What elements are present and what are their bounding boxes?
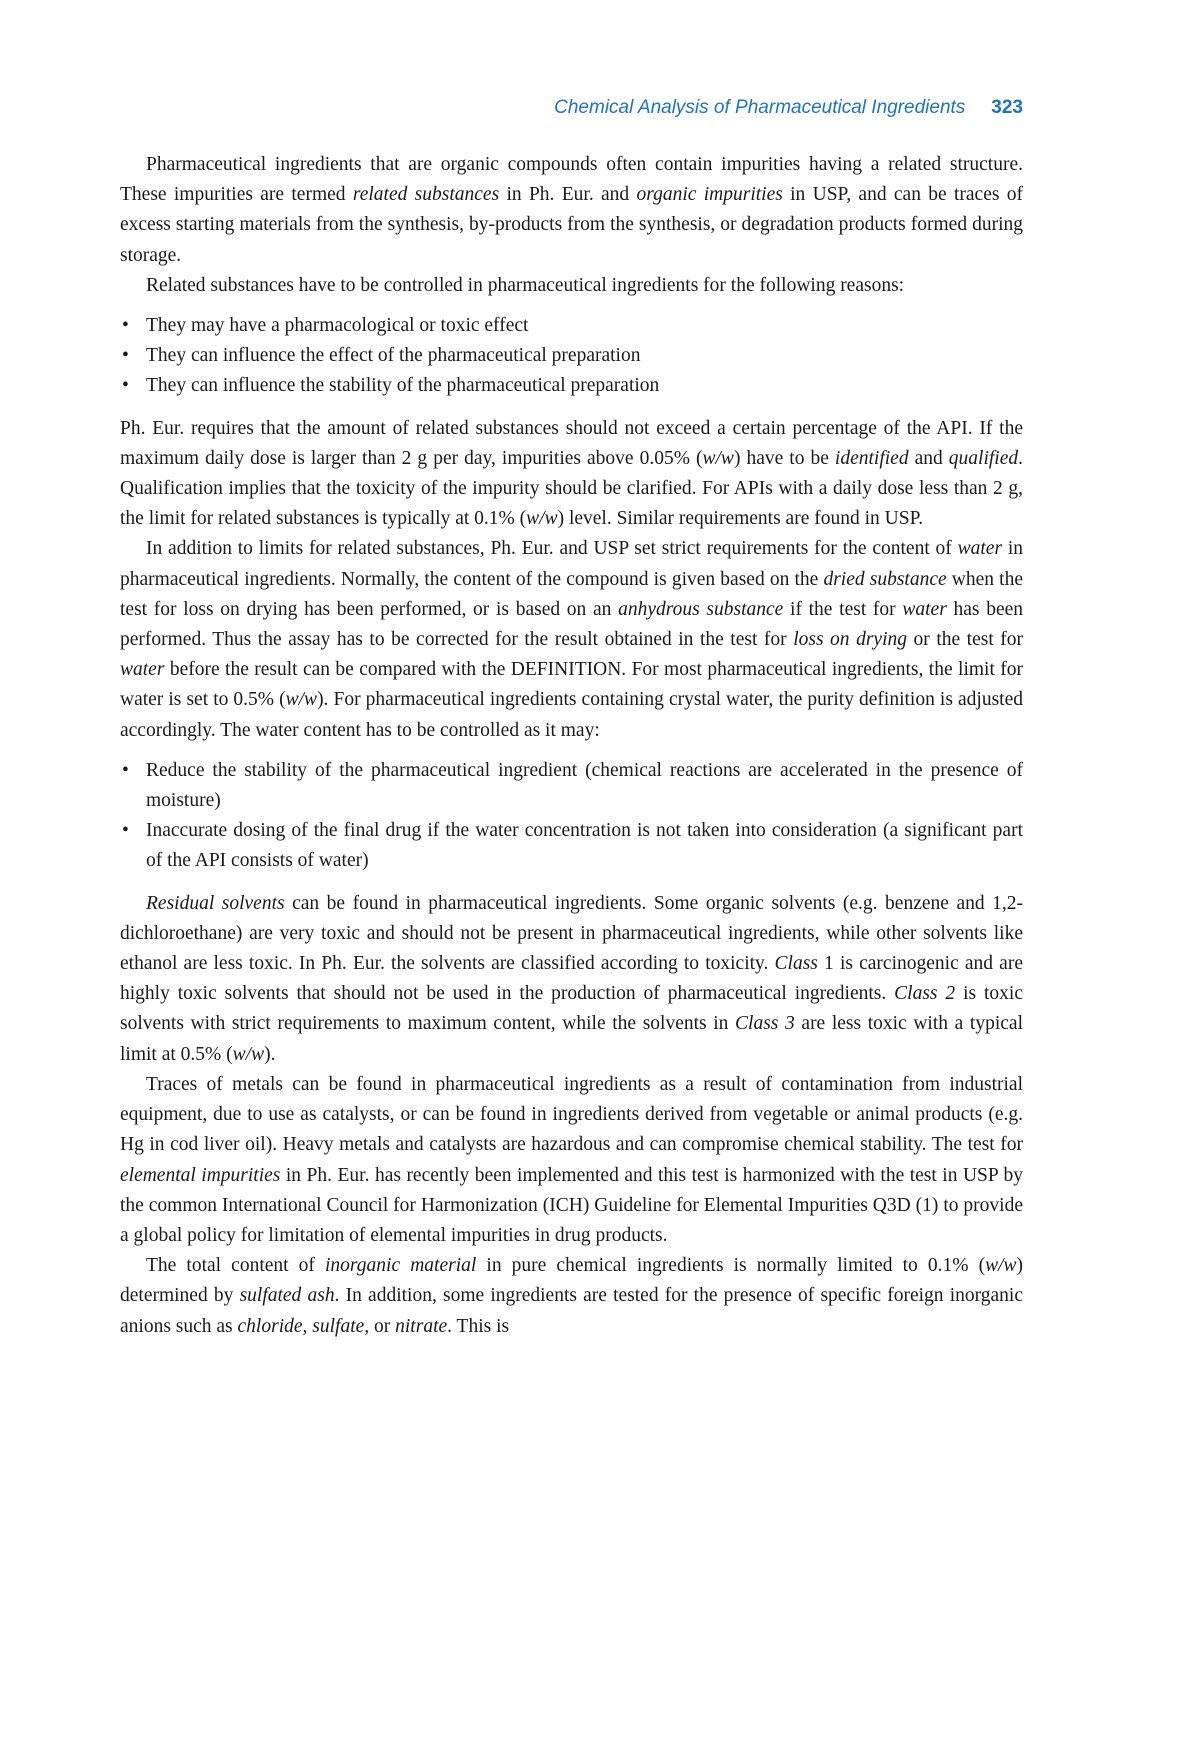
emphasis: inorganic material xyxy=(325,1255,477,1277)
text-run: are less toxic with a typical limit at 0.5% ( xyxy=(120,1013,1023,1065)
text-run: in Ph. Eur. has recently been implemented and this test is harmonized with the test in USP by the common International Council for Harmonization (ICH) Guideline for Elemental Impurities Q3D (1) to provide a global policy for limitation of elemental impurities in drug products. xyxy=(120,1164,1023,1246)
text-run: ). xyxy=(264,1043,276,1065)
emphasis: Class 2 xyxy=(894,983,956,1005)
paragraph-related-substances xyxy=(120,150,1023,271)
emphasis: qualified xyxy=(948,447,1019,469)
paragraph-reasons-intro: Related substances have to be controlled in pharmaceutical ingredients for the following reasons: xyxy=(146,274,905,296)
emphasis: w/w xyxy=(702,447,734,469)
text-run: ) determined by xyxy=(120,1255,1023,1307)
text-run: is toxic solvents with strict requirements to maximum content, while the solvents in xyxy=(120,983,1023,1035)
emphasis: Residual solvents xyxy=(146,892,285,914)
emphasis: related substances xyxy=(352,184,500,206)
emphasis: water xyxy=(957,538,1003,560)
emphasis: loss on drying xyxy=(793,629,908,651)
emphasis: dried substance xyxy=(823,568,947,590)
text-run: or the test for xyxy=(907,629,1024,651)
text-run: when the test for loss on drying has been performed, or is based on an xyxy=(120,568,1023,620)
bullet-list-water-effects xyxy=(120,756,1023,877)
text-run: in pharmaceutical ingredients. Normally, the content of the compound is given based on the xyxy=(120,538,1024,590)
text-run: . Qualification implies that the toxicity of the impurity should be clarified. For APIs with a daily dose less than 2 g, the limit for related substances is typically at 0.1% ( xyxy=(120,447,1023,530)
emphasis: nitrate xyxy=(395,1315,448,1337)
emphasis: anhydrous substance xyxy=(618,598,784,620)
text-run: before the result can be compared with the DEFINITION. For most pharmaceutical ingredients, the limit for water is set to 0.5% ( xyxy=(120,659,1023,711)
emphasis: water xyxy=(120,659,165,681)
emphasis: identified xyxy=(834,447,909,469)
paragraph-inorganic-material xyxy=(120,1251,1023,1342)
text-run: . In addition, some ingredients are tested for the presence of specific foreign inorganic anions such as xyxy=(120,1285,1024,1337)
text-run: . This is xyxy=(447,1315,510,1337)
emphasis: sulfated ash xyxy=(239,1285,335,1307)
emphasis: Class xyxy=(774,953,818,975)
text-run: if the test for xyxy=(783,598,903,620)
page-number: 323 xyxy=(991,97,1023,118)
text-run: Ph. Eur. requires that the amount of related substances should not exceed a certain percentage of the API. If the maximum daily dose is larger than 2 g per day, impurities above 0.05% ( xyxy=(120,417,1023,469)
list-item: • They can influence the effect of the pharmaceutical preparation xyxy=(120,341,1023,371)
emphasis: Class 3 xyxy=(735,1013,795,1035)
list-item: • Inaccurate dosing of the final drug if the water concentration is not taken into consideration (a significant part of the API consists of water) xyxy=(120,816,1023,876)
text-run: Pharmaceutical ingredients that are organic compounds often contain impurities having a related structure. These impurities are termed xyxy=(120,154,1023,206)
text-run: ) level. Similar requirements are found in USP. xyxy=(557,508,924,530)
list-item: • They may have a pharmacological or toxic effect xyxy=(120,311,1023,341)
emphasis: water xyxy=(902,598,947,620)
text-run: 1 is carcinogenic and are highly toxic solvents that should not be used in the production of pharmaceutical ingredients. xyxy=(120,953,1023,1005)
emphasis: elemental impurities xyxy=(120,1164,281,1186)
running-title: Chemical Analysis of Pharmaceutical Ingredients xyxy=(554,97,966,118)
text-run: in Ph. Eur. and xyxy=(499,184,637,206)
emphasis: chloride, sulfate, xyxy=(237,1315,370,1337)
emphasis: w/w xyxy=(985,1255,1017,1277)
paragraph-residual-solvents xyxy=(120,889,1023,1070)
bullet-list-reasons xyxy=(120,311,1023,402)
text-run: Traces of metals can be found in pharmaceutical ingredients as a result of contamination from industrial equipment, due to use as catalysts, or can be found in ingredients derived from vegetable or animal products (e.g. Hg in cod liver oil). Heavy metals and catalysts are hazardous and can compromise chemical stability. The test for xyxy=(120,1073,1023,1156)
emphasis: w/w xyxy=(232,1043,265,1065)
text-run: has been performed. Thus the assay has to be corrected for the result obtained in the test for xyxy=(120,598,1023,651)
text-run: ) have to be xyxy=(733,447,835,469)
text-run: The total content of xyxy=(146,1255,326,1277)
paragraph-water xyxy=(120,534,1023,745)
list-item: • Reduce the stability of the pharmaceutical ingredient (chemical reactions are accelerated in the presence of moisture) xyxy=(120,756,1023,816)
text-run: In addition to limits for related substances, Ph. Eur. and USP set strict requirements for the content of xyxy=(146,538,958,560)
text-run: in pure chemical ingredients is normally limited to 0.1% ( xyxy=(476,1255,986,1277)
text-run: and xyxy=(908,447,949,469)
text-run: ). For pharmaceutical ingredients containing crystal water, the purity definition is adjusted accordingly. The water content has to be controlled as it may: xyxy=(120,689,1023,741)
paragraph-limits xyxy=(120,414,1023,535)
emphasis: w/w xyxy=(526,508,558,530)
body-text xyxy=(120,150,1023,1342)
paragraph-metals xyxy=(120,1070,1023,1251)
list-item: • They can influence the stability of the pharmaceutical preparation xyxy=(120,371,1023,401)
emphasis: organic impurities xyxy=(636,184,783,206)
text-run: can be found in pharmaceutical ingredients. Some organic solvents (e.g. benzene and 1,2-dichloroethane) are very toxic and should not be present in pharmaceutical ingredients, while other solvents like ethanol are less toxic. In Ph. Eur. the solvents are classified according to toxicity. xyxy=(120,892,1023,975)
text-run: in USP, and can be traces of excess starting materials from the synthesis, by-products from the synthesis, or degradation products formed during storage. xyxy=(120,184,1023,266)
running-head xyxy=(120,96,1023,120)
text-run: or xyxy=(369,1315,396,1337)
emphasis: w/w xyxy=(285,689,318,711)
